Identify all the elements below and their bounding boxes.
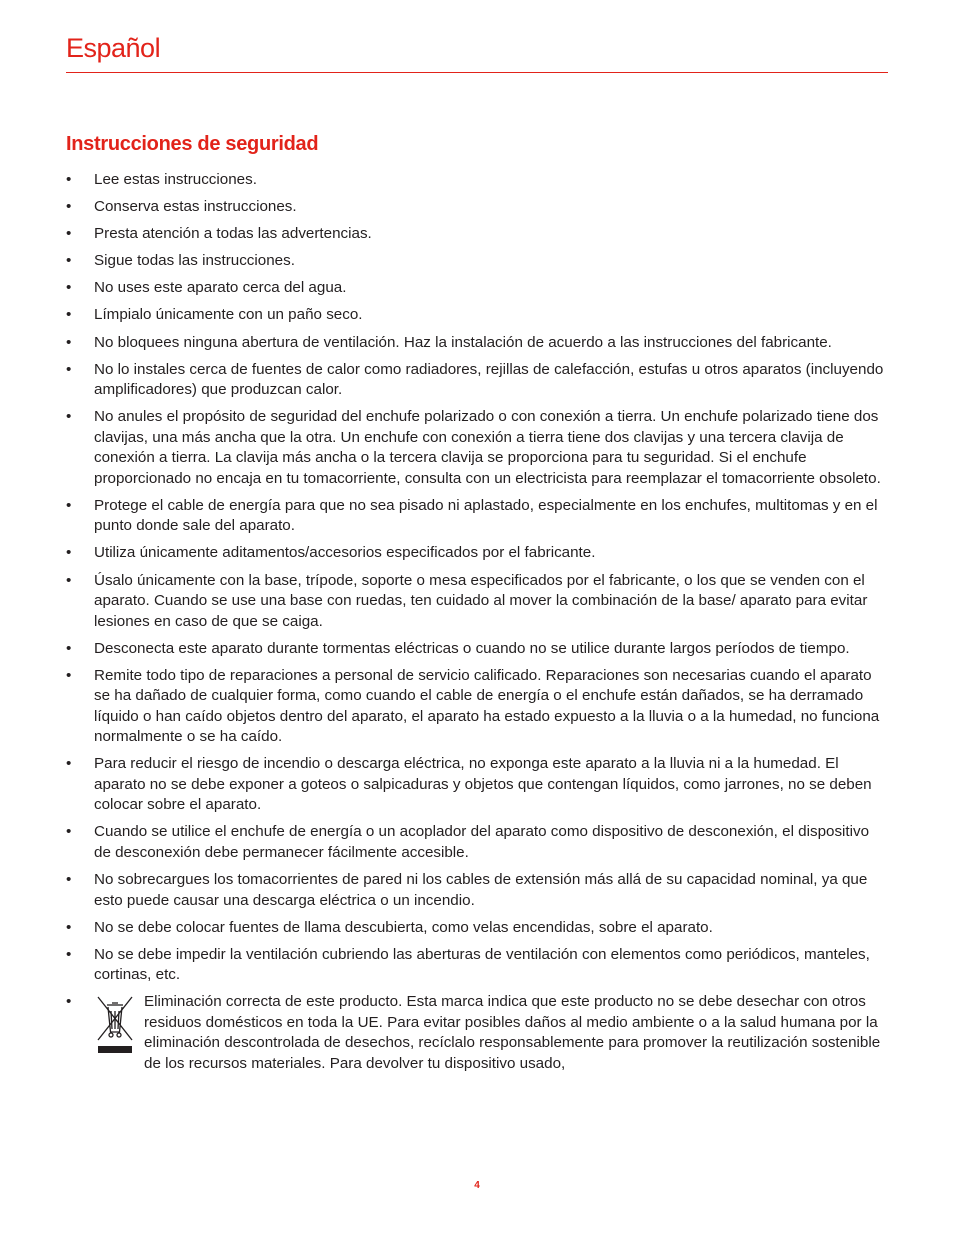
bullet: •	[66, 823, 72, 841]
list-item	[66, 278, 890, 299]
list-item	[66, 822, 890, 863]
bullet: •	[66, 252, 72, 270]
page-header	[66, 30, 888, 73]
weee-disposal-text: Eliminación correcta de este producto. Esta marca indica que este producto no se debe desechar con otros residuos domésticos en toda la UE. Para evitar posibles daños al medio ambiente o a la salud humana por la eliminación descontrolada de desechos, recíclalo responsablemente para promover la reutilización sostenible de los recursos materiales. Para devolver tu dispositivo usado,	[144, 993, 881, 1072]
list-item	[66, 224, 890, 245]
bullet: •	[66, 755, 72, 773]
list-item-text: Utiliza únicamente aditamentos/accesorios especificados por el fabricante.	[94, 544, 596, 562]
list-item-text: Cuando se utilice el enchufe de energía o un acoplador del aparato como dispositivo de desconexión, el dispositivo de desconexión debe permanecer fácilmente accesible.	[94, 823, 870, 861]
list-item-text: Límpialo únicamente con un paño seco.	[94, 306, 363, 324]
list-item	[66, 945, 890, 986]
list-item	[66, 639, 890, 660]
list-item-text: Lee estas instrucciones.	[94, 171, 257, 188]
language-title: Español	[66, 33, 161, 63]
list-item-text: No uses este aparato cerca del agua.	[94, 279, 347, 297]
list-item	[66, 305, 890, 326]
list-item-text: Protege el cable de energía para que no sea pisado ni aplastado, especialmente en los enchufes, multitomas y en el punto donde sale del aparato.	[94, 496, 878, 535]
list-item	[66, 543, 890, 564]
list-item-text: No se debe impedir la ventilación cubriendo las aberturas de ventilación con elementos como periódicos, manteles, cortinas, etc.	[94, 945, 870, 984]
list-item	[66, 754, 890, 816]
list-item-text: Conserva estas instrucciones.	[94, 198, 297, 216]
list-item-text: No se debe colocar fuentes de llama descubierta, como velas encendidas, sobre el aparato.	[94, 918, 713, 936]
bullet: •	[66, 360, 72, 378]
list-item-text: Presta atención a todas las advertencias.	[94, 225, 372, 243]
list-item-text: Úsalo únicamente con la base, trípode, soporte o mesa especificados por el fabricante, o los que se venden con el aparato. Cuando se use una base con ruedas, ten cuidado al mover la combinación de la base/ aparato para evitar lesiones en caso de que se caiga.	[94, 571, 868, 630]
section-heading: Instrucciones de seguridad	[66, 133, 319, 155]
bullet: •	[66, 918, 72, 936]
bullet: •	[66, 945, 72, 963]
list-item	[66, 496, 890, 537]
bullet: •	[66, 871, 72, 888]
bullet: •	[66, 993, 72, 1011]
list-item-text: Desconecta este aparato durante tormentas eléctricas o cuando no se utilice durante largos períodos de tiempo.	[94, 639, 850, 657]
list-item	[66, 251, 890, 272]
list-item	[66, 407, 890, 489]
list-item	[66, 666, 890, 748]
bullet: •	[66, 544, 72, 562]
list-item-text: No bloquees ninguna abertura de ventilación. Haz la instalación de acuerdo a las instrucciones del fabricante.	[94, 333, 832, 351]
bullet: •	[66, 279, 72, 297]
bullet: •	[66, 171, 72, 188]
list-item	[66, 571, 890, 633]
header-divider	[66, 72, 888, 73]
list-item-text: No sobrecargues los tomacorrientes de pared ni los cables de extensión más allá de su capacidad nominal, ya que esto puede causar una descarga eléctrica o un incendio.	[94, 871, 868, 909]
bullet: •	[66, 496, 72, 514]
bullet: •	[66, 571, 72, 589]
list-item-weee-disposal	[66, 992, 890, 1074]
list-item-text: Para reducir el riesgo de incendio o descarga eléctrica, no exponga este aparato a la lluvia ni a la humedad. El aparato no se debe exponer a goteos o salpicaduras y objetos que contengan líquidos, como jarrones, no se deben colocar sobre el aparato.	[94, 755, 872, 814]
bullet: •	[66, 333, 72, 351]
list-item	[66, 197, 890, 218]
list-item	[66, 918, 890, 939]
bullet: •	[66, 225, 72, 243]
list-item-text: Remite todo tipo de reparaciones a personal de servicio calificado. Reparaciones son necesarias cuando el aparato se ha dañado de cualquier forma, como cuando el cable de energía o el enchufe están dañados, se ha derramado líquido o han caído objetos dentro del aparato, el aparato ha estado expuesto a la lluvia o a la humedad, no funciona normalmente o se ha caído.	[94, 666, 880, 746]
list-item	[66, 360, 890, 401]
bullet: •	[66, 408, 72, 426]
list-item-text: No anules el propósito de seguridad del enchufe polarizado o con conexión a tierra. Un enchufe polarizado tiene dos clavijas, una más ancha que la otra. Un enchufe con conexión a tierra tiene dos clavijas y una tercera clavija de conexión a tierra. La clavija más ancha o la tercera clavija se proporciona para tu seguridad. Si el enchufe proporcionado no encaja en tu tomacorriente, consulta con un electricista para reemplazar el tomacorriente obsoleto.	[94, 408, 881, 487]
safety-instructions-list	[66, 170, 890, 1081]
list-item	[66, 170, 890, 191]
bullet: •	[66, 306, 72, 324]
list-item-text: Sigue todas las instrucciones.	[94, 252, 295, 270]
crossed-out-wheelie-bin-icon	[96, 994, 134, 1056]
list-item-text: No lo instales cerca de fuentes de calor como radiadores, rejillas de calefacción, estufas u otros aparatos (incluyendo amplificadores) que produzcan calor.	[94, 360, 884, 399]
bullet: •	[66, 639, 72, 657]
list-item	[66, 333, 890, 354]
bullet: •	[66, 198, 72, 216]
page-number: 4	[474, 1180, 480, 1191]
bullet: •	[66, 666, 72, 684]
list-item	[66, 870, 890, 911]
